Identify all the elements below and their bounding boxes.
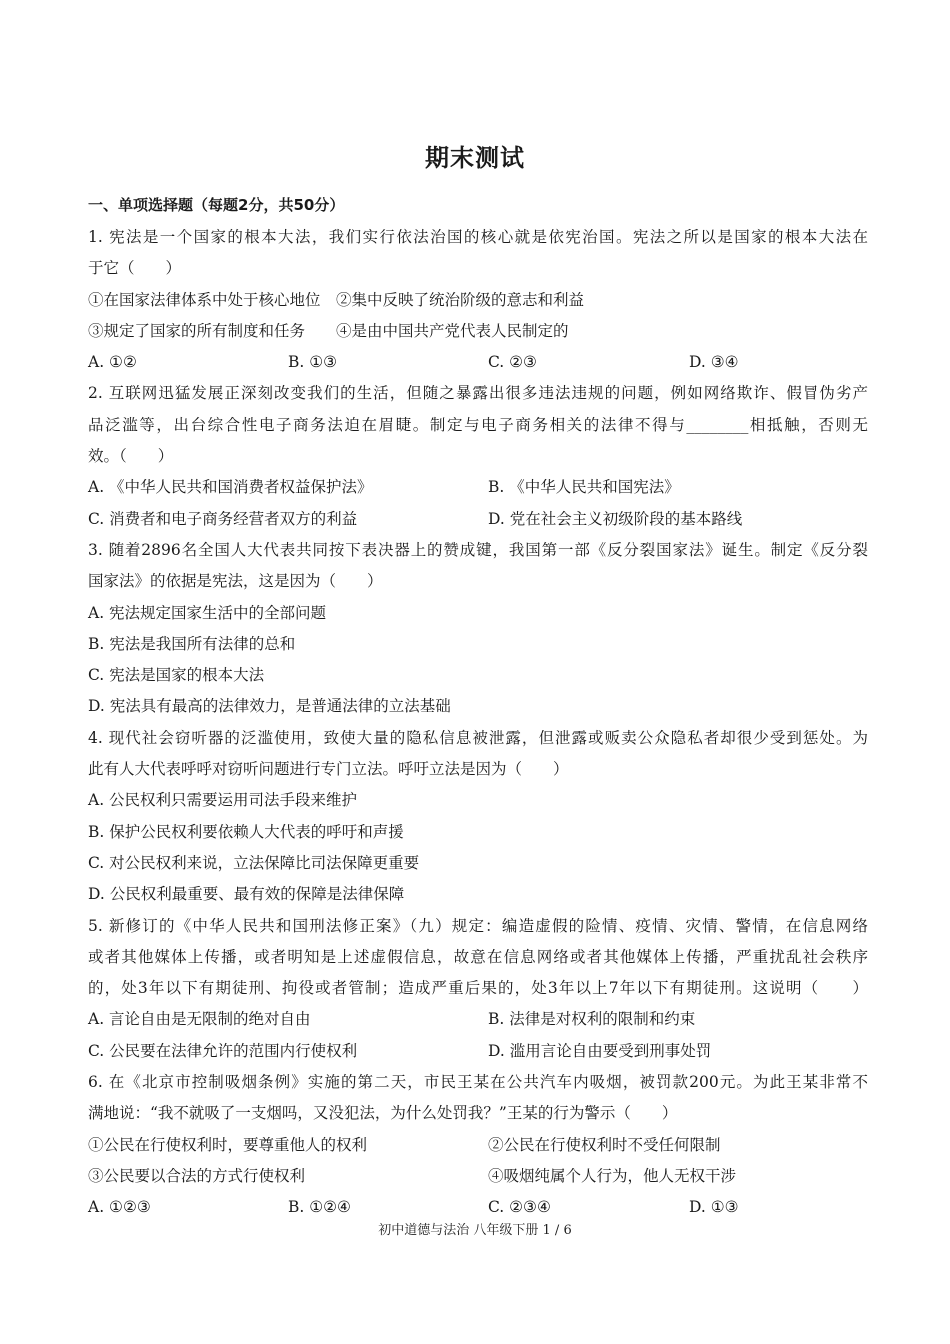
q6-statements-row2 xyxy=(88,1161,868,1192)
q6-option-c: C. ②③④ xyxy=(488,1198,551,1217)
q3-option-d: D. 宪法具有最高的法律效力，是普通法律的立法基础 xyxy=(88,697,451,716)
q3-stem-cont: 国家法》的依据是宪法，这是因为（ ） xyxy=(88,572,383,591)
q6-stem: 6. 在《北京市控制吸烟条例》实施的第二天，市民王某在公共汽车内吸烟，被罚款200元。为此王某非常不 xyxy=(88,1073,868,1092)
q6-statement-4: ④吸烟纯属个人行为，他人无权干涉 xyxy=(488,1166,737,1185)
q2-option-d: D. 党在社会主义初级阶段的基本路线 xyxy=(488,509,743,528)
page-footer: 初中道德与法治 八年级下册 1 / 6 xyxy=(378,1223,572,1238)
q1-option-c: C. ②③ xyxy=(488,353,537,372)
q2-options-row1 xyxy=(88,472,868,503)
q5-option-a: A. 言论自由是无限制的绝对自由 xyxy=(88,1010,311,1029)
q5-stem-cont: 或者其他媒体上传播，或者明知是上述虚假信息，故意在信息网络或者其他媒体上传播，严重扰乱社会秩序 xyxy=(88,947,868,966)
q1-option-b: B. ①③ xyxy=(288,353,338,372)
q4-option-c: C. 对公民权利来说，立法保障比司法保障更重要 xyxy=(88,853,420,872)
q1-statements-1: ①在国家法律体系中处于核心地位 ②集中反映了统治阶级的意志和利益 xyxy=(88,290,585,309)
q4-stem: 4. 现代社会窃听器的泛滥使用，致使大量的隐私信息被泄露，但泄露或贩卖公众隐私者却很少受到惩处。为 xyxy=(88,728,868,747)
q5-option-d: D. 滥用言论自由要受到刑事处罚 xyxy=(488,1041,712,1060)
q3-option-b: B. 宪法是我国所有法律的总和 xyxy=(88,634,296,653)
q1-stem-cont: 于它（ ） xyxy=(88,259,182,278)
question-list xyxy=(88,222,868,1224)
q4-stem-cont: 此有人大代表呼呼对窃听问题进行专门立法。呼吁立法是因为（ ） xyxy=(88,760,569,779)
q6-statement-2: ②公民在行使权利时不受任何限制 xyxy=(488,1135,721,1154)
q6-stem-cont: 满地说：“我不就吸了一支烟吗，又没犯法，为什么处罚我？”王某的行为警示（ ） xyxy=(88,1104,678,1123)
q5-stem: 5. 新修订的《中华人民共和国刑法修正案》（九）规定：编造虚假的险情、疫情、灾情、警情，在信息网络 xyxy=(88,916,868,935)
q2-options-row2 xyxy=(88,504,868,535)
q3-stem: 3. 随着2896名全国人大代表共同按下表决器上的赞成键，我国第一部《反分裂国家法》诞生。制定《反分裂 xyxy=(88,540,868,559)
q5-option-c: C. 公民要在法律允许的范围内行使权利 xyxy=(88,1041,358,1060)
q2-option-b: B. 《中华人民共和国宪法》 xyxy=(488,478,680,497)
q4-option-d: D. 公民权利最重要、最有效的保障是法律保障 xyxy=(88,885,405,904)
q5-option-b: B. 法律是对权利的限制和约束 xyxy=(488,1010,696,1029)
q5-options-row1 xyxy=(88,1004,868,1035)
q5-options-row2 xyxy=(88,1036,868,1067)
q4-option-b: B. 保护公民权利要依赖人大代表的呼吁和声援 xyxy=(88,822,404,841)
q5-stem-end: 的，处3年以下有期徒刑、拘役或者管制；造成严重后果的，处3年以上7年以下有期徒刑。这说明（ ） xyxy=(88,979,868,998)
q1-statements-2: ③规定了国家的所有制度和任务 ④是由中国共产党代表人民制定的 xyxy=(88,321,569,340)
q1-options xyxy=(88,347,868,378)
section-heading: 一、单项选择题（每题2分，共50分） xyxy=(88,196,345,214)
q2-option-c: C. 消费者和电子商务经营者双方的利益 xyxy=(88,509,358,528)
q6-statement-3: ③公民要以合法的方式行使权利 xyxy=(88,1166,306,1185)
q3-option-c: C. 宪法是国家的根本大法 xyxy=(88,666,265,685)
q1-option-a: A. ①② xyxy=(88,353,137,372)
q6-option-b: B. ①②④ xyxy=(288,1198,351,1217)
q2-stem: 2. 互联网迅猛发展正深刻改变我们的生活，但随之暴露出很多违法违规的问题，例如网络欺诈、假冒伪劣产 xyxy=(88,384,868,403)
page-title: 期末测试 xyxy=(425,144,525,172)
q2-stem-cont: 品泛滥等，出台综合性电子商务法迫在眉睫。制定与电子商务相关的法律不得与________相抵触，否则无 xyxy=(88,415,868,434)
q6-option-a: A. ①②③ xyxy=(88,1198,151,1217)
q6-option-d: D. ①③ xyxy=(689,1198,739,1217)
q1-option-d: D. ③④ xyxy=(689,353,739,372)
q1-stem: 1. 宪法是一个国家的根本大法，我们实行依法治国的核心就是依宪治国。宪法之所以是国家的根本大法在 xyxy=(88,228,868,246)
q3-option-a: A. 宪法规定国家生活中的全部问题 xyxy=(88,603,327,622)
q4-option-a: A. 公民权利只需要运用司法手段来维护 xyxy=(88,791,358,810)
q6-statement-1: ①公民在行使权利时，要尊重他人的权利 xyxy=(88,1135,368,1154)
q2-option-a: A. 《中华人民共和国消费者权益保护法》 xyxy=(88,478,373,497)
q2-stem-end: 效。（ ） xyxy=(88,447,174,466)
q6-statements-row1 xyxy=(88,1130,868,1161)
